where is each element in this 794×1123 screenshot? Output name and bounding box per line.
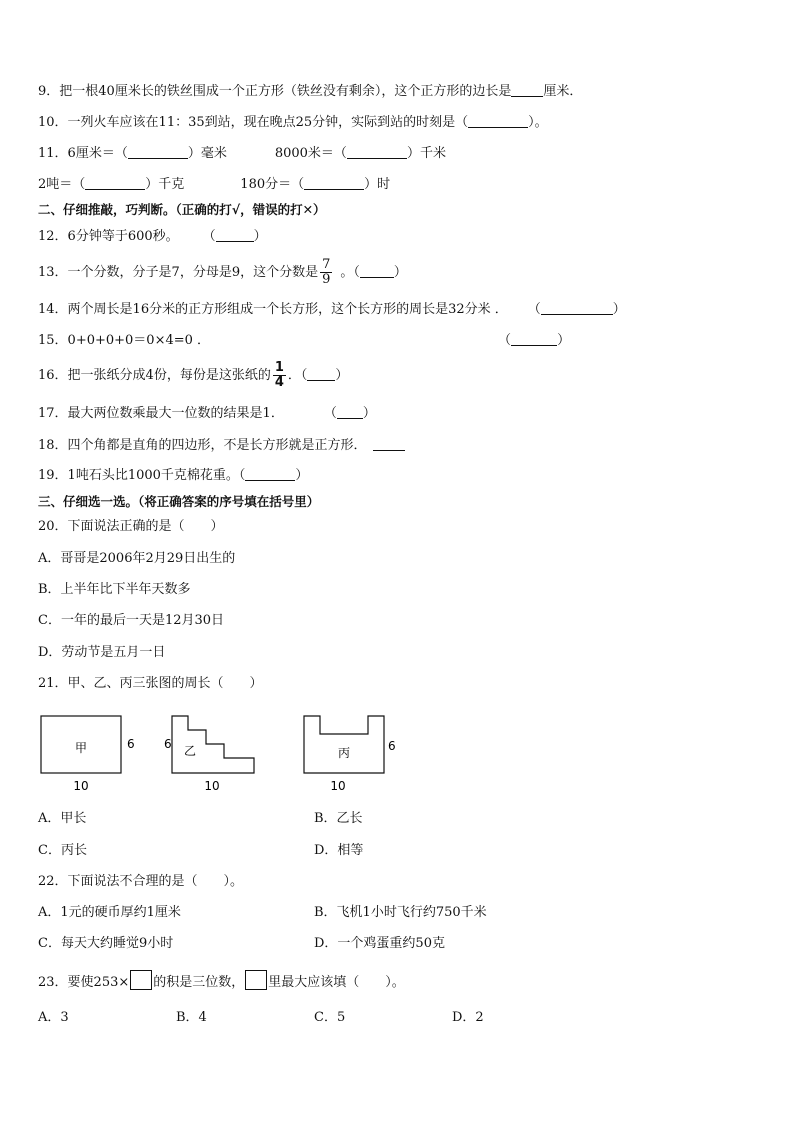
q16-answer-blank[interactable] — [307, 366, 335, 381]
q20-stem: 20．下面说法正确的是（ ） — [38, 519, 224, 534]
q21-option-c[interactable]: C．丙长 — [38, 843, 87, 858]
q23-text-2: 的积是三位数， — [153, 975, 245, 990]
q23-box-2[interactable] — [245, 970, 267, 990]
q17-answer-blank[interactable] — [337, 404, 363, 419]
q17-open: （ — [323, 406, 337, 421]
q15-close: ） — [557, 333, 571, 348]
q11b-blank-2[interactable] — [304, 175, 364, 190]
q11-unit1: ）毫米 — [187, 146, 227, 161]
q11-blank-2[interactable] — [347, 144, 407, 159]
q11-part1: 11．6厘米＝（ — [38, 146, 128, 161]
bing-notched-shape — [304, 716, 384, 773]
q21-stem: 21．甲、乙、丙三张图的周长（ ） — [38, 676, 263, 691]
q16-close: ） — [335, 368, 349, 383]
q22-stem: 22．下面说法不合理的是（ ）。 — [38, 874, 244, 889]
q11b-unit1: ）千克 — [145, 177, 185, 192]
q22-option-c[interactable]: C．每天大约睡觉9小时 — [38, 936, 174, 951]
question-9 — [38, 82, 582, 102]
q10-text: 10．一列火车应该在11：35到站，现在晚点25分钟，实际到站的时刻是（ — [38, 115, 469, 130]
q19-answer-blank[interactable] — [245, 466, 295, 481]
q21-option-d[interactable]: D．相等 — [314, 843, 364, 858]
q16-open: ．（ — [287, 368, 308, 383]
q16-text: 16．把一张纸分成4份，每份是这张纸的 — [38, 368, 271, 383]
q19-text: 19．1吨石头比1000千克棉花重。（ — [38, 468, 246, 483]
q10-answer-blank[interactable] — [468, 113, 528, 128]
q20-option-b[interactable]: B．上半年比下半年天数多 — [38, 582, 191, 597]
q9-answer-blank[interactable] — [511, 82, 543, 97]
q23-box-1[interactable] — [130, 970, 152, 990]
bing-label: 丙 — [337, 746, 351, 760]
question-15 — [38, 331, 570, 351]
question-17 — [38, 404, 376, 424]
question-11-line2 — [38, 175, 390, 195]
q23-option-d[interactable]: D．2 — [452, 1010, 484, 1025]
question-11 — [38, 144, 446, 164]
bing-height-label: 6 — [388, 739, 396, 753]
question-16 — [38, 361, 348, 391]
q12-open: （ — [202, 229, 216, 244]
q12-text: 12．6分钟等于600秒。 — [38, 229, 179, 244]
question-23 — [38, 970, 405, 993]
q11b-part1: 2吨＝（ — [38, 177, 86, 192]
q11b-unit2: ）时 — [364, 177, 391, 192]
figure-bing — [298, 710, 408, 795]
question-19 — [38, 466, 308, 486]
figure-jia — [35, 710, 155, 795]
q19-close: ） — [295, 468, 309, 483]
q14-answer-blank[interactable] — [541, 300, 613, 315]
q12-close: ） — [253, 229, 267, 244]
q23-text-1: 23．要使253× — [38, 975, 130, 990]
section-3-title: 三、仔细选一选。（将正确答案的序号填在括号里） — [38, 494, 320, 509]
question-12 — [38, 227, 267, 247]
q20-option-a[interactable]: A．哥哥是2006年2月29日出生的 — [38, 551, 236, 566]
yi-label: 乙 — [183, 744, 197, 758]
q9-unit: 厘米． — [543, 84, 583, 99]
q16-denominator: 4 — [274, 375, 284, 390]
q13-denominator: 9 — [322, 272, 331, 287]
q21-option-a[interactable]: A．甲长 — [38, 811, 87, 826]
q13-text: 13．一个分数，分子是7，分母是9，这个分数是 — [38, 265, 319, 280]
q12-answer-blank[interactable] — [216, 227, 254, 242]
q11b-part2: 180分＝（ — [240, 177, 305, 192]
q18-text: 18．四个角都是直角的四边形，不是长方形就是正方形． — [38, 438, 367, 453]
q16-fraction — [273, 361, 286, 390]
q20-option-d[interactable]: D．劳动节是五月一日 — [38, 645, 166, 660]
section-2-title: 二、仔细推敲，巧判断。（正确的打√，错误的打✕） — [38, 202, 326, 217]
q22-option-d[interactable]: D．一个鸡蛋重约50克 — [314, 936, 445, 951]
q15-open: （ — [498, 333, 512, 348]
q21-option-b[interactable]: B．乙长 — [314, 811, 363, 826]
jia-height-label: 6 — [127, 737, 135, 751]
bing-width-label: 10 — [330, 779, 346, 793]
q17-text: 17．最大两位数乘最大一位数的结果是1． — [38, 406, 284, 421]
q14-close: ） — [612, 302, 626, 317]
q22-option-a[interactable]: A．1元的硬币厚约1厘米 — [38, 905, 181, 920]
q23-option-c[interactable]: C．5 — [314, 1010, 346, 1025]
q13-open: 。（ — [340, 265, 360, 280]
q15-answer-blank[interactable] — [511, 331, 557, 346]
question-18 — [38, 436, 405, 456]
question-10 — [38, 113, 548, 133]
q22-option-b[interactable]: B．飞机1小时飞行约750千米 — [314, 905, 487, 920]
q11-unit2: ）千米 — [406, 146, 446, 161]
yi-height-label: 6 — [164, 737, 172, 751]
jia-width-label: 10 — [73, 779, 89, 793]
q13-numerator: 7 — [322, 257, 331, 272]
q15-text: 15．0+0+0+0＝0×4=0 ． — [38, 333, 211, 348]
q20-option-c[interactable]: C．一年的最后一天是12月30日 — [38, 613, 225, 628]
q11-part2: 8000米＝（ — [274, 146, 347, 161]
q10-close: ）。 — [528, 115, 548, 130]
q17-close: ） — [362, 406, 376, 421]
question-13 — [38, 258, 407, 288]
q13-fraction — [320, 258, 332, 287]
q11b-blank-1[interactable] — [85, 175, 145, 190]
q23-option-a[interactable]: A．3 — [38, 1010, 69, 1025]
q23-option-b[interactable]: B．4 — [176, 1010, 207, 1025]
q14-open: （ — [527, 302, 541, 317]
q16-numerator: 1 — [274, 360, 284, 375]
q9-text: 9．把一根40厘米长的铁丝围成一个正方形（铁丝没有剩余），这个正方形的边长是 — [38, 84, 512, 99]
q13-answer-blank[interactable] — [360, 263, 394, 278]
q13-close: ） — [393, 265, 407, 280]
yi-width-label: 10 — [204, 779, 220, 793]
figure-yi — [160, 710, 270, 795]
q11-blank-1[interactable] — [128, 144, 188, 159]
jia-label: 甲 — [74, 741, 88, 755]
q23-text-3: 里最大应该填（ ）。 — [268, 975, 405, 990]
q18-answer-blank[interactable] — [373, 436, 405, 451]
question-14 — [38, 300, 626, 320]
q14-text: 14．两个周长是16分米的正方形组成一个长方形，这个长方形的周长是32分米 ． — [38, 302, 508, 317]
